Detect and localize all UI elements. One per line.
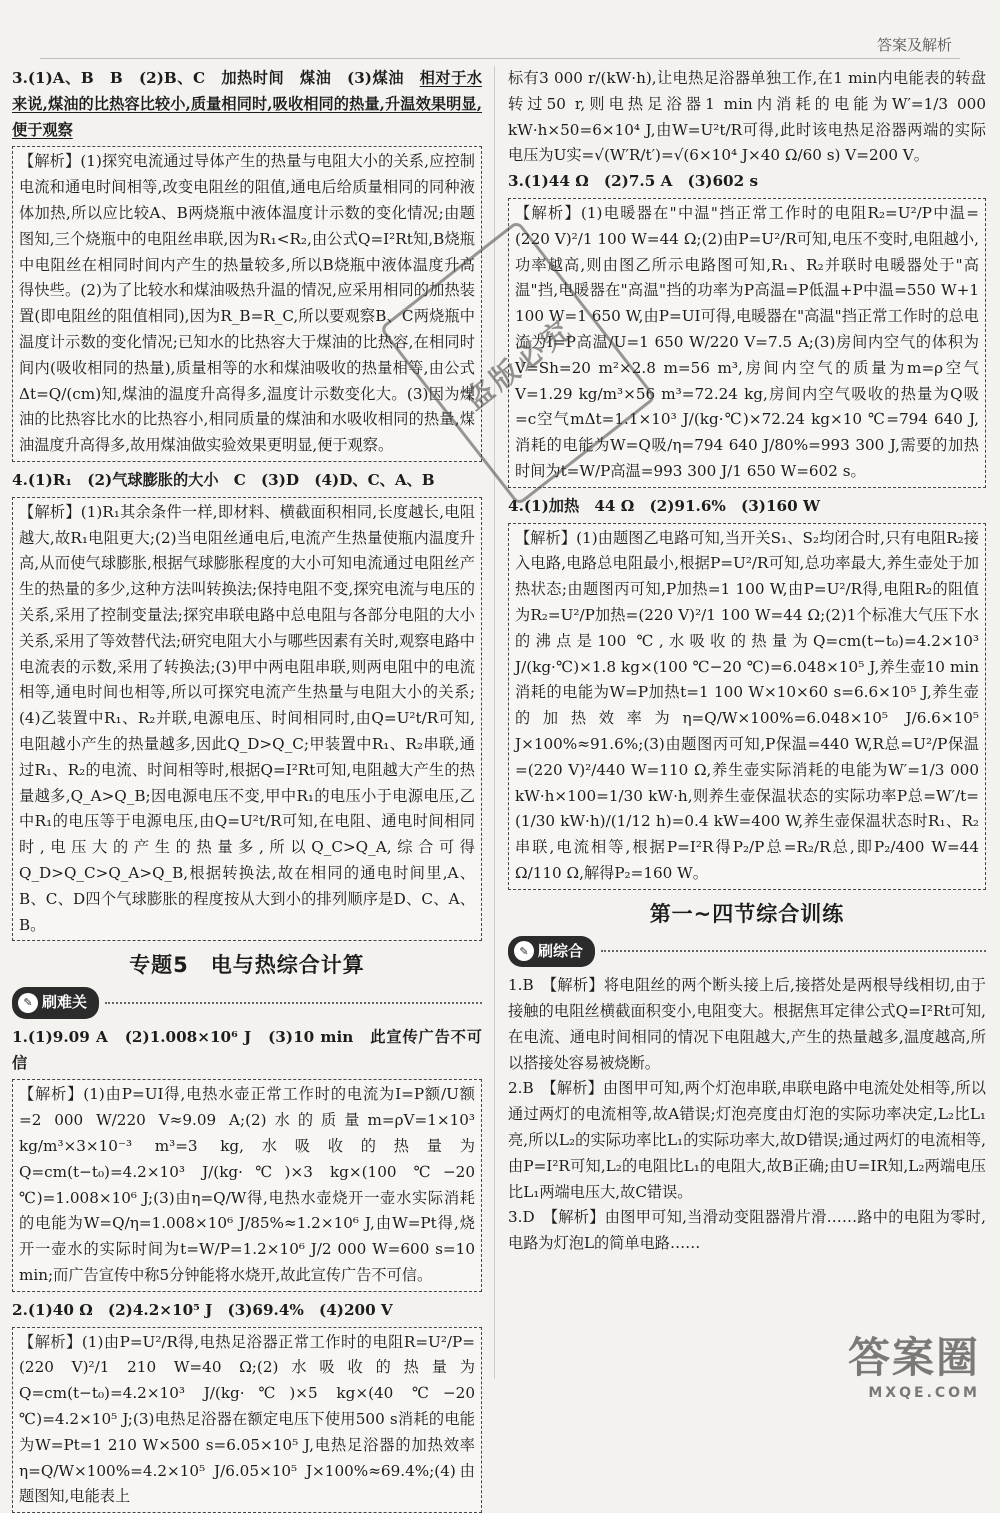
tag-dotted-line xyxy=(105,1002,482,1004)
site-watermark xyxy=(848,1325,980,1401)
section-title-topic5: 专题5 电与热综合计算 xyxy=(129,953,365,978)
q4-answer: 4.(1)R₁ (2)气球膨胀的大小 C (3)D (4)D、C、A、B xyxy=(12,470,435,489)
s2-analysis: 【解析】(1)由P=U²/R得,电热足浴器正常工作时的电阻R=U²/P=(220 V)²/1 210 W=40 Ω;(2)水吸收的热量为Q=cm(t−t₀)=4.2×10³ J/(kg·℃)×5 kg×(40 ℃−20 ℃)=4.2×10⁵ J;(3)电热足浴器在额定电压下使用500 s消耗的电能为W=Pt=1 210 W×500 s=6.05×10⁵ J,电热足浴器的加热效率η=Q/W×100%=4.2×10⁵ J/6.05×10⁵ J×100%≈69.4%;(4)由题图知,电能表上 xyxy=(19,1332,475,1506)
s4-answer: 4.(1)加热 44 Ω (2)91.6% (3)160 W xyxy=(508,496,821,515)
s2-analysis-continued: 标有3 000 r/(kW·h),让电热足浴器单独工作,在1 min内电能表的转盘转过50 r,则电热足浴器1 min内消耗的电能为W′=1/3 000 kW·h×50=6×10⁴ J,由W=U²t/R可得,此时该电热足浴器两端的实际电压为U实=√(W′R/t′)=√(6×10⁴ J×40 Ω/60 s) V=200 V。 xyxy=(508,69,986,165)
q3-answer xyxy=(12,66,482,143)
section-title-comprehensive: 第一~四节综合训练 xyxy=(649,901,845,926)
s3-analysis: 【解析】(1)电暖器在"中温"挡正常工作时的电阻R₂=U²/P中温=(220 V)²/1 100 W=44 Ω;(2)由P=U²/R可知,电压不变时,电阻越小,功率越高,则由图乙所示电路图可知,R₁、R₂并联时电暖器处于"高温"挡,电暖器在"高温"挡的功率为P高温=P低温+P中温=550 W+1 100 W=1 650 W,由P=UI可得,电暖器在"高温"挡正常工作时的总电流为I=P高温/U=1 650 W/220 V=7.5 A;(3)房间内空气的体积为V=Sh=20 m²×2.8 m=56 m³,房间内空气的质量为m=ρ空气V=1.29 kg/m³×56 m³=72.24 kg,房间内空气吸收的热量为Q吸=c空气mΔt=1.1×10³ J/(kg·℃)×72.24 kg×10 ℃=794 640 J,消耗的电能为W=Q吸/η=794 640 J/80%=993 300 J,需要的加热时间为t=W/P高温=993 300 J/1 650 W=602 s。 xyxy=(515,203,979,480)
header-rule xyxy=(40,58,960,59)
tag-comprehensive xyxy=(508,936,595,968)
tag-hard xyxy=(12,987,99,1019)
s3-analysis-box xyxy=(508,198,986,488)
s4-analysis-box xyxy=(508,523,986,890)
q3-answer-underlined: 相对于水来说,煤油的比热容比较小,质量相同时,吸收相同的热量,升温效果明显,便于观察 xyxy=(12,69,483,139)
right-column xyxy=(508,66,986,1379)
q4-analysis: 【解析】(1)R₁其余条件一样,即材料、横截面积相同,长度越长,电阻越大,故R₁电阻更大;(2)当电阻丝通电后,电流产生热量使瓶内温度升高,从而使气球膨胀,根据气球膨胀程度的大小可知电流通过电阻丝产生的热量的多少,这种方法叫转换法;保持电阻不变,探究电流与电压的关系,采用了控制变量法;探究串联电路中总电阻与各部分电阻的大小关系,采用了等效替代法;研究电阻大小与哪些因素有关时,观察电路中电流表的示数,采用了转换法;(3)甲中两电阻串联,则两电阻中的电流相等,通电时间也相等,所以可探究电流产生热量与电阻大小的关系;(4)乙装置中R₁、R₂并联,电源电压、时间相同时,由Q=U²t/R可知,电阻越小产生的热量越多,因此Q_D>Q_C;甲装置中R₁、R₂串联,通过R₁、R₂的电流、时间相等时,根据Q=I²Rt可知,电阻越大产生的热量越多,Q_A>Q_B;因电源电压不变,甲中R₁的电压小于电源电压,乙中R₁的电压等于电源电压,由Q=U²t/R可知,在电阻、通电时间相同时,电压大的产生的热量多,所以Q_C>Q_A,综合可得Q_D>Q_C>Q_A>Q_B,根据转换法,故在相同的通电时间里,A、B、C、D四个气球膨胀的程度按从大到小的排列顺序是D、C、A、B。 xyxy=(19,502,475,934)
stamp-overlay: 盗版必究 xyxy=(379,220,657,506)
c2-item: 2.B 【解析】由图甲可知,两个灯泡串联,串联电路中电流处处相等,所以通过两灯的电流相等,故A错误;灯泡亮度由灯泡的实际功率决定,L₂比L₁亮,所以L₂的实际功率比L₁的实际功率大,故D错误;通过两灯的电流相等,由P=I²R可知,L₂的电阻比L₁的电阻大,故B正确;由U=IR知,L₂两端电压比L₁两端电压大,故C错误。 xyxy=(508,1079,986,1201)
left-column xyxy=(12,66,483,1506)
book-icon: ✎ xyxy=(18,993,38,1013)
tag-comprehensive-label: 刷综合 xyxy=(538,941,584,960)
book-icon: ✎ xyxy=(514,941,534,961)
tag-row-comprehensive xyxy=(508,936,986,968)
s1-analysis: 【解析】(1)由P=UI得,电热水壶正常工作时的电流为I=P额/U额=2 000 W/220 V≈9.09 A;(2)水的质量m=ρV=1×10³ kg/m³×3×10⁻³ m³=3 kg,水吸收的热量为Q=cm(t−t₀)=4.2×10³ J/(kg·℃)×3 kg×(100 ℃−20 ℃)=1.008×10⁶ J;(3)由η=Q/W得,电热水壶烧开一壶水实际消耗的电能为W=Q/η=1.008×10⁶ J/85%≈1.2×10⁶ J,由W=Pt得,烧开一壶水的实际时间为t=W/P=1.2×10⁶ J/2 000 W=600 s=10 min;而广告宣传中称5分钟能将水烧开,故此宣传广告不可信。 xyxy=(19,1085,475,1285)
s3-answer: 3.(1)44 Ω (2)7.5 A (3)602 s xyxy=(508,172,759,191)
c3-item: 3.D 【解析】由图甲可知,当滑动变阻器滑片滑……路中的电阻为零时,电路为灯泡L的简单电路…… xyxy=(508,1208,986,1253)
s2-answer: 2.(1)40 Ω (2)4.2×10⁵ J (3)69.4% (4)200 V xyxy=(12,1300,393,1319)
tag-hard-label: 刷难关 xyxy=(42,993,88,1012)
s1-answer: 1.(1)9.09 A (2)1.008×10⁶ J (3)10 min 此宣传广告不可信 xyxy=(12,1027,482,1072)
header-label: 答案及解析 xyxy=(876,36,952,54)
column-divider xyxy=(494,66,495,1379)
tag-dotted-line xyxy=(601,950,986,952)
q3-analysis-box xyxy=(12,146,482,462)
q3-analysis: 【解析】(1)探究电流通过导体产生的热量与电阻大小的关系,应控制电流和通电时间相等,改变电阻丝的阻值,通电后给质量相同的同种液体加热,所以应比较A、B两烧瓶中液体温度计示数的变化情况;由题图知,三个烧瓶中的电阻丝串联,因为R₁<R₂,由公式Q=I²Rt知,B烧瓶中电阻丝在相同时间内产生的热量较多,所以B烧瓶中液体温度升高得快些。(2)为了比较水和煤油吸热升温的情况,应采用相同的加热装置(即电阻丝的阻值相同),因为R_B=R_C,所以要观察B、C两烧瓶中温度计示数的变化情况;已知水的比热容大于煤油的比热容,在相同时间内(吸收相同的热量),质量相等的水和煤油吸收的热量相等,由公式Δt=Q/(cm)知,煤油的温度升高得多,温度计示数变化大。(3)因为煤油的比热容比水的比热容小,相同质量的煤油和水吸收相同的热量,煤油温度升高得多,故用煤油做实验效果更明显,便于观察。 xyxy=(19,152,475,455)
q3-answer-text: 3.(1)A、B B (2)B、C 加热时间 煤油 (3)煤油 xyxy=(12,69,420,87)
watermark-url: MXQE.COM xyxy=(868,1385,980,1401)
watermark-logo: 答案圈 xyxy=(847,1333,980,1382)
q4-analysis-box xyxy=(12,497,482,942)
s1-analysis-box xyxy=(12,1079,482,1291)
s2-analysis-box xyxy=(12,1327,482,1513)
s4-analysis: 【解析】(1)由题图乙电路可知,当开关S₁、S₂均闭合时,只有电阻R₂接入电路,电路总电阻最小,根据P=U²/R可知,总功率最大,养生壶处于加热状态;由题图丙可知,P加热=1 100 W,由P=U²/R得,电阻R₂的阻值为R₂=U²/P加热=(220 V)²/1 100 W=44 Ω;(2)1个标准大气压下水的沸点是100 ℃,水吸收的热量为Q=cm(t−t₀)=4.2×10³ J/(kg·℃)×1.8 kg×(100 ℃−20 ℃)=6.048×10⁵ J,养生壶10 min消耗的电能为W=P加热t=1 100 W×10×60 s=6.6×10⁵ J,养生壶的加热效率为η=Q/W×100%=6.048×10⁵ J/6.6×10⁵ J×100%≈91.6%;(3)由题图丙可知,P保温=440 W,R总=U²/P保温=(220 V)²/440 W=110 Ω,养生壶实际消耗的电能为W′=1/3 000 kW·h×100=1/30 kW·h,则养生壶保温状态的实际功率P总=W′/t=(1/30 kW·h)/(1/12 h)=0.4 kW=400 W,养生壶保温状态时R₁、R₂串联,电流相等,根据P=I²R得P₂/P总=R₂/R总,即P₂/400 W=44 Ω/110 Ω,解得P₂=160 W。 xyxy=(515,528,979,882)
c1-item: 1.B 【解析】将电阻丝的两个断头接上后,接搭处是两根导线相切,由于接触的电阻丝横截面积变小,电阻变大。根据焦耳定律公式Q=I²Rt可知,在电流、通电时间相同的情况下电阻越大,产生的热量越多,温度越高,所以搭接处容易被烧断。 xyxy=(508,976,986,1072)
tag-row-hard xyxy=(12,987,482,1019)
